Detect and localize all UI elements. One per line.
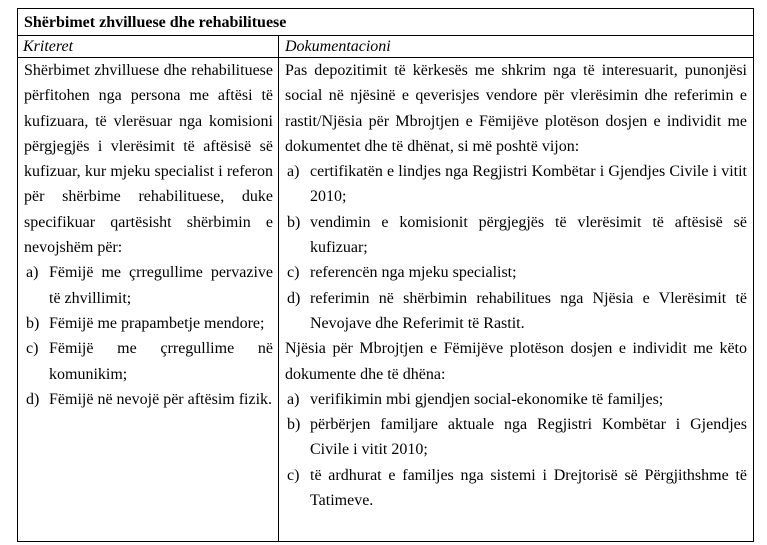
list-text: referimin në shërbimin rehabilitues nga Njësia e Vlerësimit të Nevojave dhe Referimit të Rastit. xyxy=(310,289,747,332)
list-item xyxy=(24,260,273,311)
list-marker: b) xyxy=(287,213,301,231)
list-marker: d) xyxy=(26,390,40,408)
list-marker: c) xyxy=(287,264,300,282)
list-marker: a) xyxy=(287,163,300,181)
list-text: përbërjen familjare aktuale nga Regjistri Kombëtar i Gjendjes Civile i vitit 2010; xyxy=(310,416,747,459)
list-item xyxy=(285,463,747,514)
list-text: Fëmijë me çrregullime pervazive të zhvillimit; xyxy=(49,264,273,307)
documentation-list-2 xyxy=(285,387,747,513)
body-row xyxy=(18,58,753,541)
list-text: Fëmijë me çrregullime në komunikim; xyxy=(49,340,273,383)
list-marker: b) xyxy=(26,314,40,332)
criteria-intro: Shërbimet zhvilluese dhe rehabilituese përfitohen nga persona me aftësi të kufizuara, të vlerësuar nga komisioni përgjegjës i vlerësimit të aftësisë së kufizuar, kur mjeku specialist i referon për shërbime rehabilituese, duke specifikuar qartësisht shërbimin e nevojshëm për: xyxy=(24,62,273,257)
list-text: Fëmijë me prapambetje mendore; xyxy=(49,314,265,332)
list-marker: a) xyxy=(26,264,39,282)
documentation-list-1 xyxy=(285,159,747,336)
list-marker: d) xyxy=(287,289,301,307)
list-item xyxy=(285,387,747,412)
documentation-intro-2: Njësia për Mbrojtjen e Fëmijëve plotëson dosjen e individit me këto dokumente dhe të dhëna: xyxy=(285,340,747,383)
list-item xyxy=(285,412,747,463)
list-item xyxy=(285,159,747,210)
list-text: Fëmijë në nevojë për aftësim fizik. xyxy=(49,390,273,408)
list-item xyxy=(285,286,747,337)
list-item xyxy=(285,210,747,261)
list-text: referencën nga mjeku specialist; xyxy=(310,264,517,282)
list-marker: b) xyxy=(287,416,301,434)
documentation-intro: Pas depozitimit të kërkesës me shkrim nga të interesuarit, punonjësi social në njësinë e qeverisjes vendore për vlerësimin dhe referimin e rastit/Njësia për Mbrojtjen e Fëmijëve plotëson dosjen e individit me dokumentet dhe të dhënat, si më poshtë vijon: xyxy=(285,62,747,155)
list-marker: c) xyxy=(26,340,39,358)
list-text: të ardhurat e familjes nga sistemi i Drejtorisë së Përgjithshme të Tatimeve. xyxy=(310,466,747,510)
header-row xyxy=(18,36,753,58)
criteria-list xyxy=(24,260,273,412)
list-marker: c) xyxy=(287,466,300,484)
table-title: Shërbimet zhvilluese dhe rehabilituese xyxy=(18,9,753,36)
criteria-cell xyxy=(18,58,279,541)
list-text: vendimin e komisionit përgjegjës të vlerësimit të aftësisë së kufizuar; xyxy=(310,213,747,257)
list-text: certifikatën e lindjes nga Regjistri Kombëtar i Gjendjes Civile i vitit 2010; xyxy=(310,163,747,206)
services-table xyxy=(17,8,754,542)
list-marker: a) xyxy=(287,390,300,408)
list-item xyxy=(24,311,273,336)
list-text: verifikimin mbi gjendjen social-ekonomike të familjes; xyxy=(310,390,664,408)
criteria-header: Kriteret xyxy=(18,36,279,57)
list-item xyxy=(24,336,273,387)
documentation-cell xyxy=(279,58,753,541)
list-item xyxy=(285,260,747,285)
list-item xyxy=(24,387,273,412)
documentation-header: Dokumentacioni xyxy=(285,38,391,55)
